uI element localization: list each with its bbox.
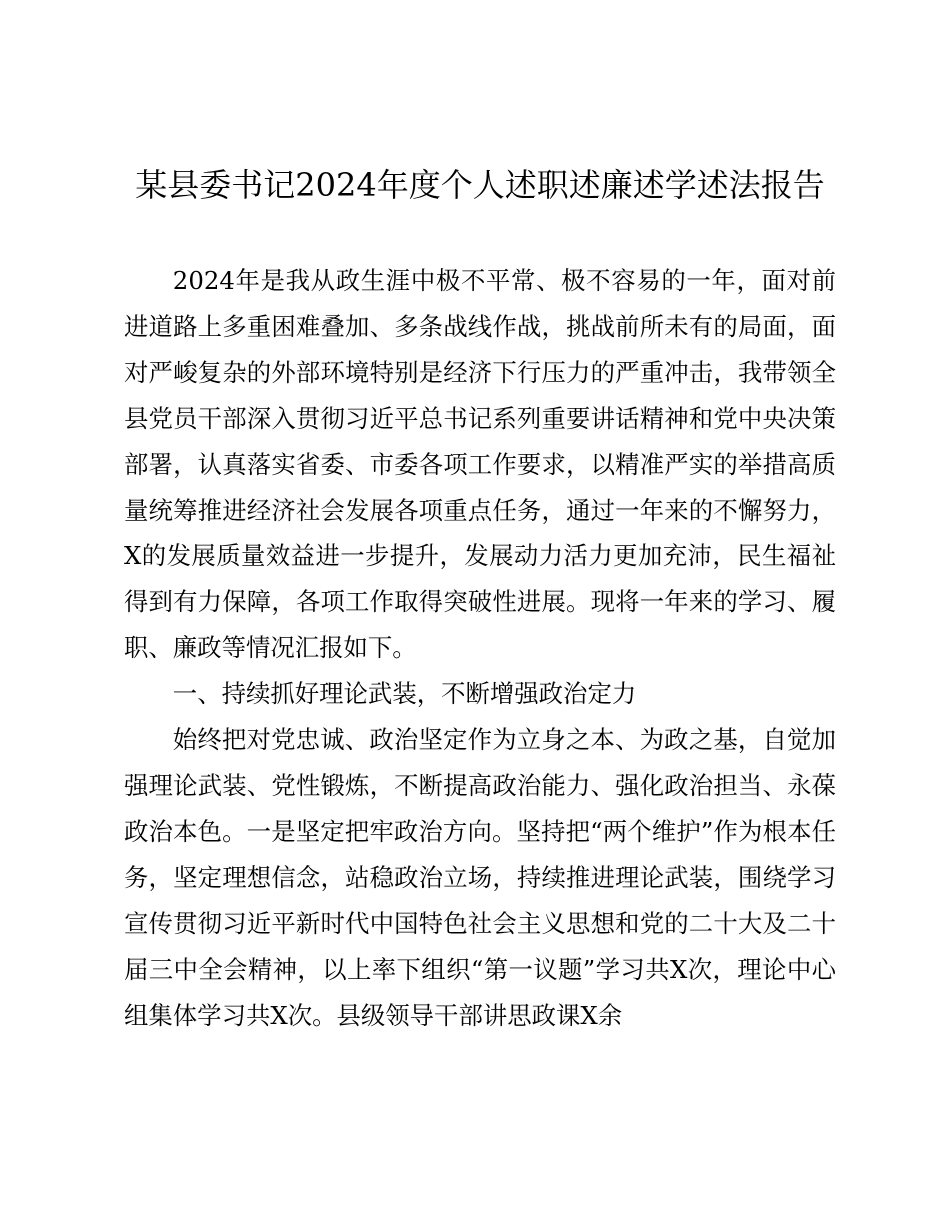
- document-body: [124, 258, 836, 1038]
- section-heading-1: 一、持续抓好理论武装，不断增强政治定力: [172, 679, 637, 709]
- paragraph-section-1: 始终把对党忠诚、政治坚定作为立身之本、为政之基，自觉加强理论武装、党性锻炼，不断提高政治能力、强化政治担当、永葆政治本色。一是坚定把牢政治方向。坚持把“两个维护”作为根本任务，坚定理想信念，站稳政治立场，持续推进理论武装，围绕学习宣传贯彻习近平新时代中国特色社会主义思想和党的二十大及二十届三中全会精神，以上率下组织“第一议题”学习共X次，理论中心组集体学习共X次。县级领导干部讲思政课X余: [124, 725, 836, 1030]
- document-title: 某县委书记2024年度个人述职述廉述学述法报告: [135, 166, 825, 204]
- paragraph-intro: 2024年是我从政生涯中极不平常、极不容易的一年，面对前进道路上多重困难叠加、多条战线作战，挑战前所未有的局面，面对严峻复杂的外部环境特别是经济下行压力的严重冲击，我带领全县党员干部深入贯彻习近平总书记系列重要讲话精神和党中央决策部署，认真落实省委、市委各项工作要求，以精准严实的举措高质量统筹推进经济社会发展各项重点任务，通过一年来的不懈努力，X的发展质量效益进一步提升，发展动力活力更加充沛，民生福祉得到有力保障，各项工作取得突破性进展。现将一年来的学习、履职、廉政等情况汇报如下。: [124, 266, 836, 663]
